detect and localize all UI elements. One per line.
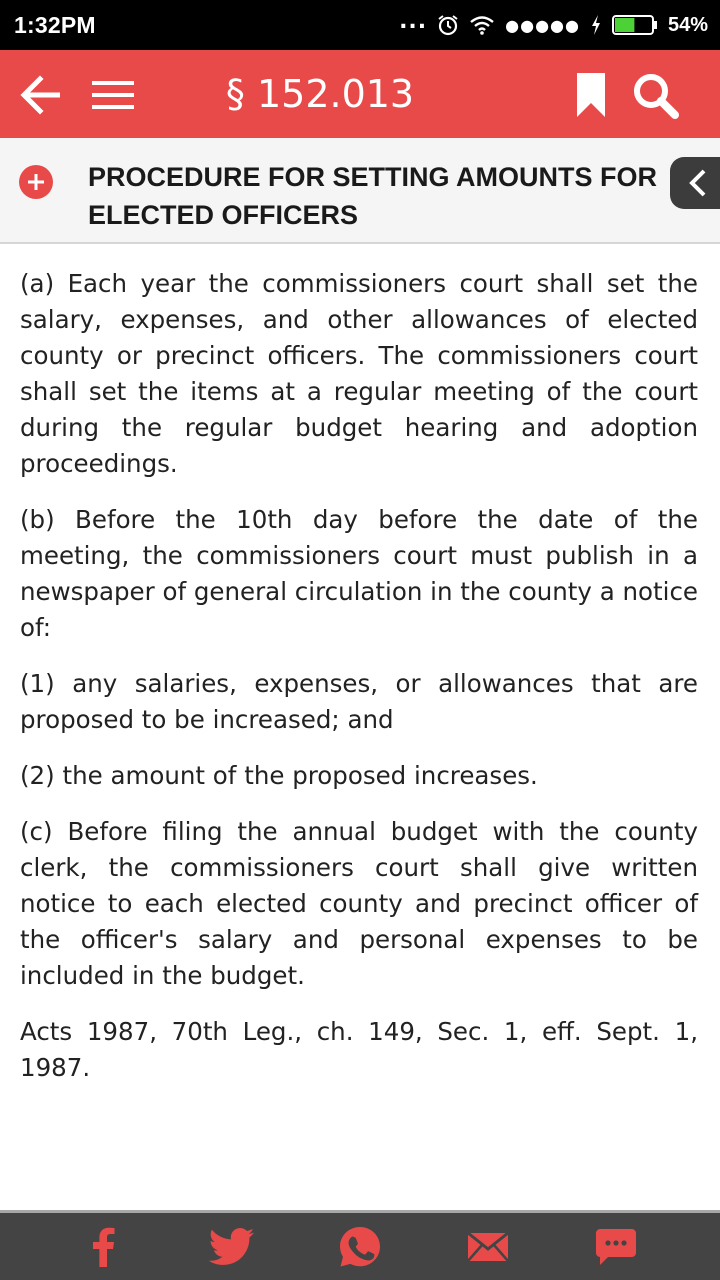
- expand-button[interactable]: [19, 165, 53, 199]
- section-title: [88, 158, 688, 234]
- share-bar: [0, 1210, 720, 1280]
- sms-icon: [596, 1227, 636, 1267]
- share-twitter-button[interactable]: [202, 1217, 262, 1277]
- back-button[interactable]: [14, 68, 68, 122]
- bookmark-button[interactable]: [566, 68, 616, 122]
- history-note: Acts 1987, 70th Leg., ch. 149, Sec. 1, eff. Sept. 1, 1987.: [20, 1017, 698, 1082]
- charging-icon: [590, 14, 602, 36]
- section-title-line1: PROCEDURE FOR SETTING AMOUNTS FOR: [88, 162, 658, 192]
- whatsapp-icon: [338, 1225, 382, 1269]
- battery-icon: [612, 14, 658, 36]
- section-title-line2: ELECTED OFFICERS: [88, 200, 359, 230]
- side-panel-toggle[interactable]: [670, 157, 720, 209]
- statute-text: [20, 266, 698, 1106]
- share-sms-button[interactable]: [586, 1217, 646, 1277]
- wifi-icon: [469, 15, 495, 35]
- back-arrow-icon: [18, 75, 64, 115]
- paragraph-a: (a) Each year the commissioners court shall set the salary, expenses, and other allowances of elected county or precinct officers. The commissioners court shall set the items at a regular meeting of the court during the regular budget hearing and adoption proceedings.: [20, 269, 698, 478]
- page-title: § 152.013: [225, 72, 415, 116]
- bookmark-icon: [577, 73, 605, 117]
- share-whatsapp-button[interactable]: [330, 1217, 390, 1277]
- overflow-dots: ...: [399, 8, 428, 34]
- alarm-icon: [437, 14, 459, 36]
- share-email-button[interactable]: [458, 1217, 518, 1277]
- paragraph-b: (b) Before the 10th day before the date of the meeting, the commissioners court must publish in a newspaper of general circulation in the county a notice of:: [20, 505, 698, 642]
- search-button[interactable]: [626, 68, 686, 122]
- status-icons: [399, 8, 708, 37]
- status-time: 1:32PM: [14, 11, 96, 38]
- signal-icon: ●●●●●: [505, 15, 580, 35]
- plus-icon: [26, 172, 46, 192]
- chevron-left-icon: [688, 168, 708, 198]
- battery-percent: 54%: [667, 13, 708, 36]
- menu-icon: [92, 78, 134, 112]
- share-facebook-button[interactable]: [74, 1217, 134, 1277]
- facebook-icon: [92, 1227, 116, 1267]
- paragraph-b1: (1) any salaries, expenses, or allowances that are proposed to be increased; and: [20, 669, 698, 734]
- email-icon: [467, 1232, 509, 1262]
- app-bar: [0, 50, 720, 138]
- paragraph-c: (c) Before filing the annual budget with the county clerk, the commissioners court shall give written notice to each elected county and precinct officer of the officer's salary and personal expenses to be included in the budget.: [20, 817, 698, 990]
- menu-button[interactable]: [86, 68, 140, 122]
- paragraph-b2: (2) the amount of the proposed increases.: [20, 761, 538, 790]
- status-bar: [0, 0, 720, 50]
- search-icon: [631, 71, 681, 119]
- twitter-icon: [209, 1228, 255, 1266]
